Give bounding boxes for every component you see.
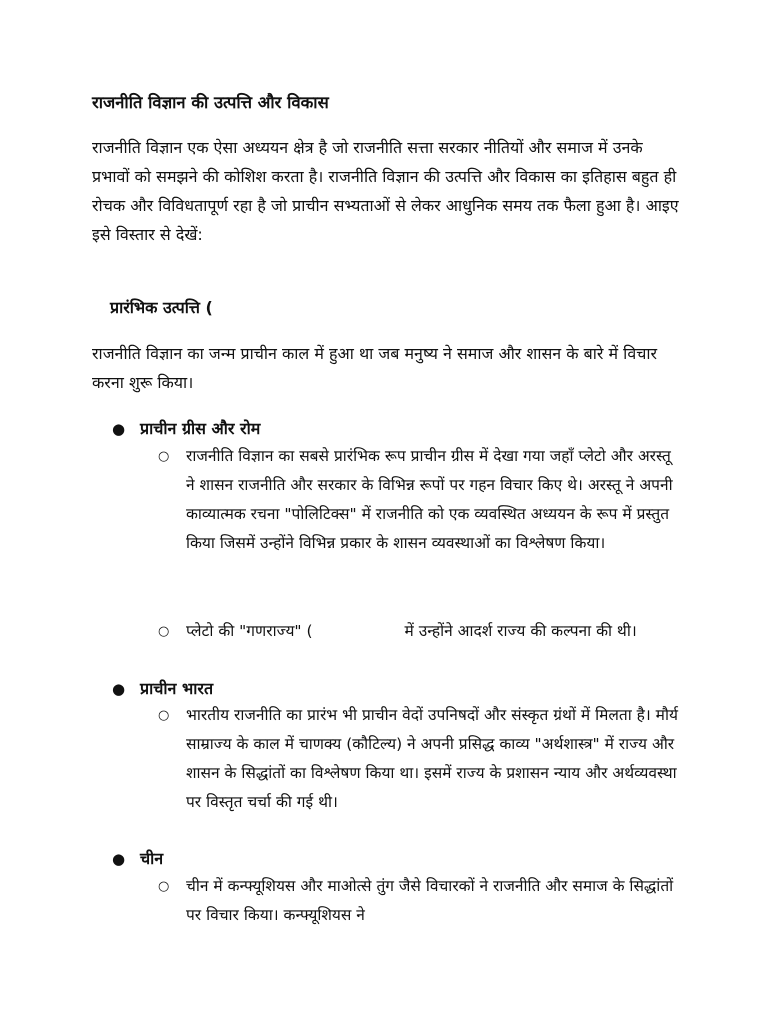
sub-list-item-text: राजनीति विज्ञान का सबसे प्रारंभिक रूप प्राचीन ग्रीस में देखा गया जहाँ प्लेटो और अरस्तू ने शासन राजनीति और सरकार के विभिन्न रूपों पर गहन विचार किए थे। अरस्तू ने अपनी काव्यात्मक रचना "पोलिटिक्स" में राजनीति को एक व्यवस्थित अध्ययन के रूप में प्रस्तुत किया जिसमें उन्होंने विभिन्न प्रकार के शासन व्यवस्थाओं का विश्लेषण किया। xyxy=(186,447,673,552)
list-item-heading: प्राचीन ग्रीस और रोम xyxy=(140,419,261,438)
sub-list-item xyxy=(158,617,678,646)
bullet-circle-icon: ○ xyxy=(158,449,170,464)
list-item-heading: प्राचीन भारत xyxy=(140,679,214,698)
bullet-circle-icon: ○ xyxy=(158,879,170,894)
bullet-circle-icon: ○ xyxy=(158,708,170,723)
list-item-china xyxy=(112,846,163,872)
bullet-circle-icon: ○ xyxy=(158,624,170,639)
list-item-heading: चीन xyxy=(140,849,164,868)
sub-list-item-text: भारतीय राजनीति का प्रारंभ भी प्राचीन वेदों उपनिषदों और संस्कृत ग्रंथों में मिलता है। मौर्य साम्राज्य के काल में चाणक्य (कौटिल्य) ने अपनी प्रसिद्ध काव्य "अर्थशास्त्र" में राज्य और शासन के सिद्धांतों का विश्लेषण किया था। इसमें राज्य के प्रशासन न्याय और अर्थव्यवस्था पर विस्तृत चर्चा की गई थी। xyxy=(186,706,678,811)
bullet-dot-icon: ● xyxy=(112,850,126,868)
list-item-greece-rome xyxy=(112,416,260,442)
sub-list-item xyxy=(158,701,678,817)
section-paragraph: राजनीति विज्ञान का जन्म प्राचीन काल में हुआ था जब मनुष्य ने समाज और शासन के बारे में विचार करना शुरू किया। xyxy=(92,344,658,392)
bullet-dot-icon: ● xyxy=(112,680,126,698)
sub-list-item-text: चीन में कन्फ्यूशियस और माओत्से तुंग जैसे विचारकों ने राजनीति और समाज के सिद्धांतों पर विचार किया। कन्फ्यूशियस ने xyxy=(186,877,674,924)
bullet-dot-icon: ● xyxy=(112,420,126,438)
sub-list-item xyxy=(158,442,678,558)
section-heading: प्रारंभिक उत्पत्ति ( xyxy=(110,298,213,317)
sub-list-item-text: प्लेटो की "गणराज्य" ( में उन्होंने आदर्श राज्य की कल्पना की थी। xyxy=(186,622,637,640)
intro-paragraph: राजनीति विज्ञान एक ऐसा अध्ययन क्षेत्र है जो राजनीति सत्ता सरकार नीतियों और समाज में उनके प्रभावों को समझने की कोशिश करता है। राजनीति विज्ञान की उत्पत्ति और विकास का इतिहास बहुत ही रोचक और विविधतापूर्ण रहा है जो प्राचीन सभ्यताओं से लेकर आधुनिक समय तक फैला हुआ है। आइए इसे विस्तार से देखें: xyxy=(92,138,679,244)
list-item-india xyxy=(112,676,213,702)
sub-list-item xyxy=(158,872,678,930)
document-title: राजनीति विज्ञान की उत्पत्ति और विकास xyxy=(92,93,329,112)
